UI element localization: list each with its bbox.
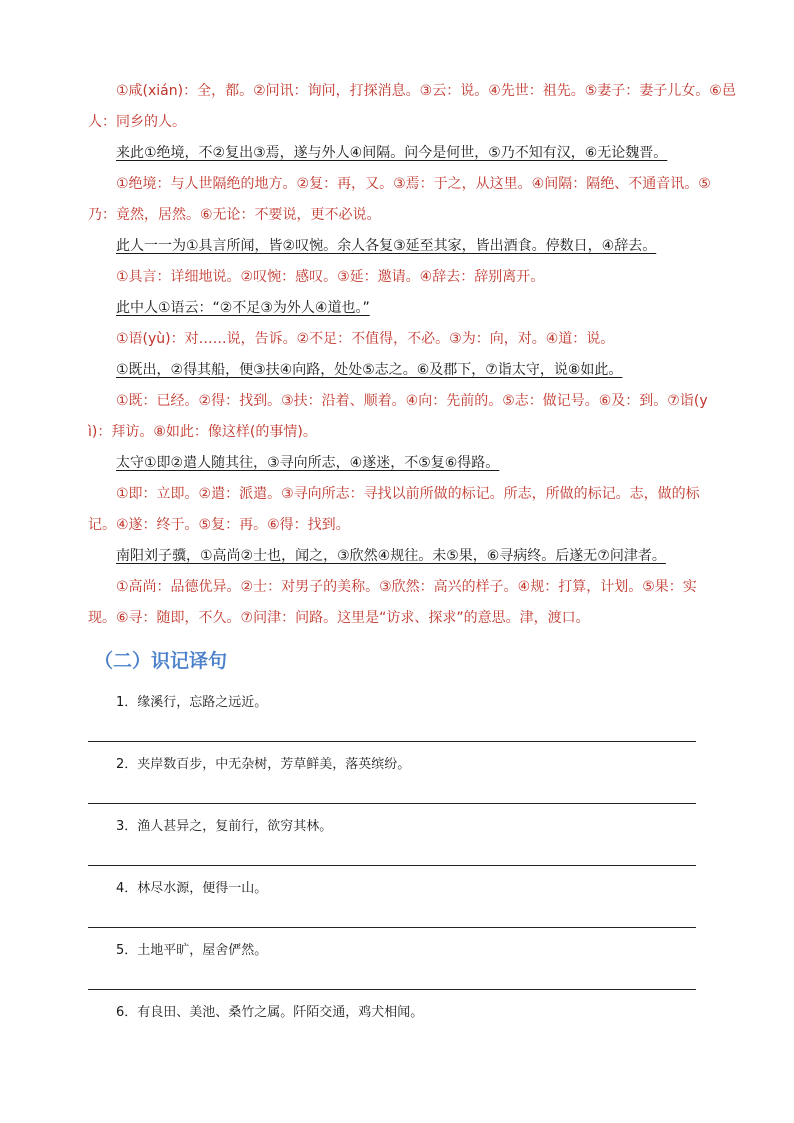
annotation-line: 现。⑥寻：随即，不久。⑦问津：问路。这里是“访求、探求”的意思。津，渡口。 [88,610,590,626]
annotation-line: ì)：拜访。⑧如此：像这样(的事情)。 [88,424,317,440]
annotation-line: ①高尚：品德优异。②士：对男子的美称。③欣然：高兴的样子。④规：打算，计划。⑤果：实 [116,579,697,595]
section-title: （二）识记译句 [94,650,228,672]
sentence-item: 1．缘溪行，忘路之远近。 [116,695,268,710]
annotation-line: ①即：立即。②遣：派遣。③寻向所志：寻找以前所做的标记。所志，所做的标记。志，做的标 [116,486,700,502]
annotation-line: ①咸(xián)：全，都。②问讯：询问，打探消息。③云：说。④先世：祖先。⑤妻子：妻子儿女。⑥邑 [116,83,736,99]
source-text-line: 此中人①语云：“②不足③为外人④道也。” [116,300,370,316]
answer-line[interactable] [88,803,696,804]
source-text-line: 此人一一为①具言所闻，皆②叹惋。余人各复③延至其家，皆出酒食。停数日，④辞去。 [116,238,657,254]
sentence-item: 3．渔人甚异之，复前行，欲穷其林。 [116,819,333,834]
sentence-item: 2．夹岸数百步，中无杂树，芳草鲜美，落英缤纷。 [116,757,411,772]
source-text-line: 太守①即②遣人随其往，③寻向所志，④遂迷，不⑤复⑥得路。 [116,455,500,471]
annotation-line: 记。④遂：终于。⑤复：再。⑥得：找到。 [88,517,350,533]
source-text-line: 南阳刘子骥，①高尚②士也，闻之，③欣然④规往。未⑤果，⑥寻病终。后遂无⑦问津者。 [116,548,666,564]
answer-line[interactable] [88,741,696,742]
sentence-item: 4．林尽水源，便得一山。 [116,881,268,896]
sentence-item: 6．有良田、美池、桑竹之属。阡陌交通，鸡犬相闻。 [116,1005,424,1020]
annotation-line: ①绝境：与人世隔绝的地方。②复：再，又。③焉：于之，从这里。④间隔：隔绝、不通音讯。⑤ [116,176,711,192]
annotation-line: 人：同乡的人。 [88,114,186,130]
answer-line[interactable] [88,927,696,928]
annotation-line: ①语(yù)：对……说，告诉。②不足：不值得，不必。③为：向，对。④道：说。 [116,331,615,347]
sentence-item: 5．土地平旷，屋舍俨然。 [116,943,268,958]
answer-line[interactable] [88,865,696,866]
source-text-line: ①既出，②得其船，便③扶④向路，处处⑤志之。⑥及郡下，⑦诣太守，说⑧如此。 [116,362,623,378]
answer-line[interactable] [88,989,696,990]
annotation-line: 乃：竟然，居然。⑥无论：不要说，更不必说。 [88,207,381,223]
annotation-line: ①既：已经。②得：找到。③扶：沿着、顺着。④向：先前的。⑤志：做记号。⑥及：到。⑦诣(y [116,393,708,409]
source-text-line: 来此①绝境，不②复出③焉，遂与外人④间隔。问今是何世，⑤乃不知有汉，⑥无论魏晋。 [116,145,668,161]
annotation-line: ①具言：详细地说。②叹惋：感叹。③延：邀请。④辞去：辞别离开。 [116,269,545,285]
